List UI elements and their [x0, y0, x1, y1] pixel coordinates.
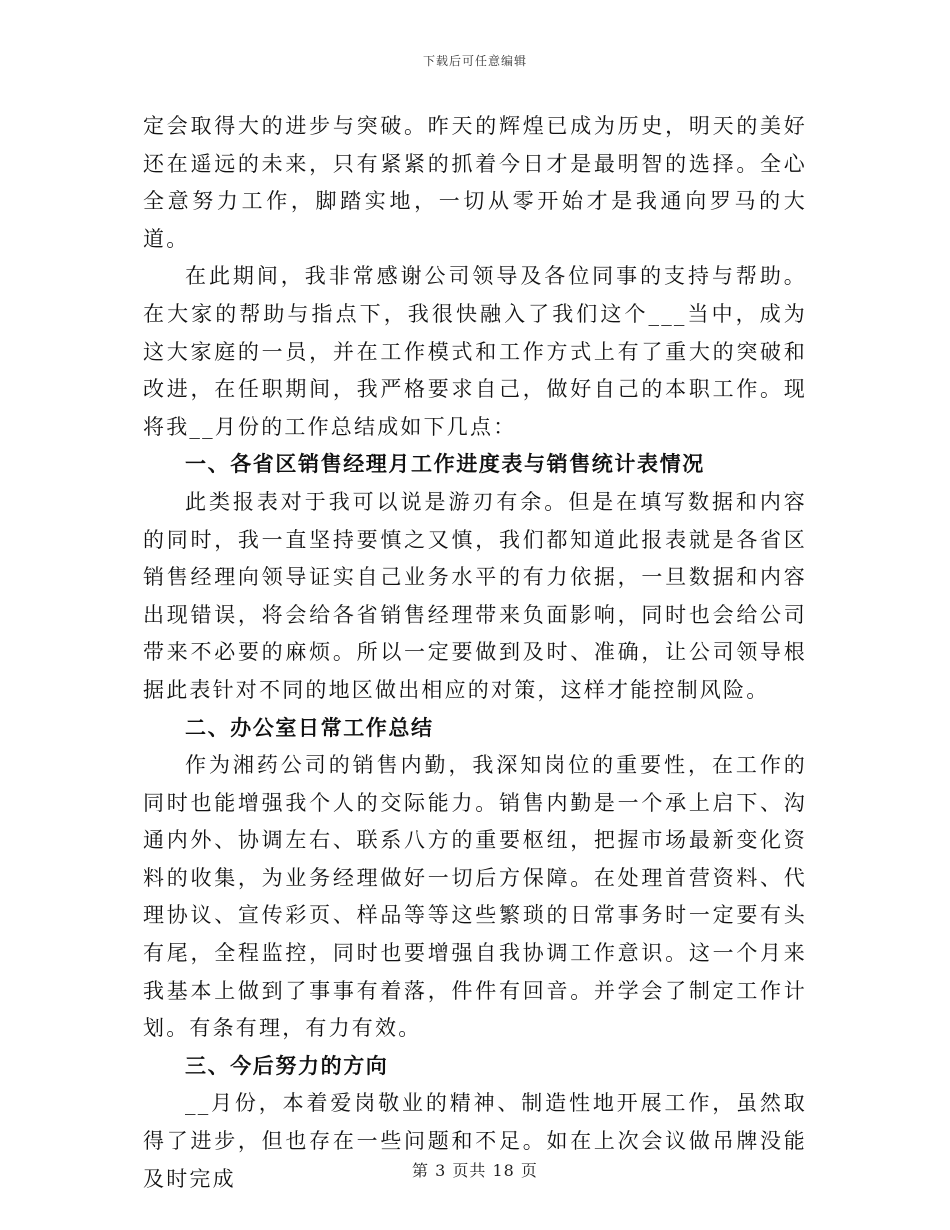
page-number: 第 3 页共 18 页 [412, 1161, 538, 1180]
paragraph-future-direction: __月份，本着爱岗敬业的精神、制造性地开展工作，虽然取得了进步，但也存在一些问题和不足。如在上次会议做吊牌没能及时完成 [143, 1091, 807, 1191]
paragraph-office-work: 作为湘药公司的销售内勤，我深知岗位的重要性，在工作的同时也能增强我个人的交际能力。销售内勤是一个承上启下、沟通内外、协调左右、联系八方的重要枢纽，把握市场最新变化资料的收集，为业务经理做好一切后方保障。在处理首营资料、代理协议、宣传彩页、样品等等这些繁琐的日常事务时一定要有头有尾，全程监控，同时也要增强自我协调工作意识。这一个月来我基本上做到了事事有着落，件件有回音。并学会了制定工作计划。有条有理，有力有效。 [143, 753, 807, 1041]
section-heading-1: 一、各省区销售经理月工作进度表与销售统计表情况 [185, 452, 705, 477]
section-heading-2: 二、办公室日常工作总结 [185, 715, 434, 740]
page-header: 下载后可任意编辑 [422, 54, 527, 68]
section-heading-3: 三、今后努力的方向 [185, 1053, 389, 1078]
paragraph-gratitude: 在此期间，我非常感谢公司领导及各位同事的支持与帮助。在大家的帮助与指点下，我很快融入了我们这个___当中，成为这大家庭的一员，并在工作模式和工作方式上有了重大的突破和改进，在任职期间，我严格要求自己，做好自己的本职工作。现将我__月份的工作总结成如下几点： [143, 264, 807, 439]
paragraph-continued: 定会取得大的进步与突破。昨天的辉煌已成为历史，明天的美好还在遥远的未来，只有紧紧的抓着今日才是最明智的选择。全心全意努力工作，脚踏实地，一切从零开始才是我通向罗马的大道。 [143, 114, 807, 251]
document-body [143, 108, 807, 1198]
paragraph-reports: 此类报表对于我可以说是游刃有余。但是在填写数据和内容的同时，我一直坚持要慎之又慎，我们都知道此报表就是各省区销售经理向领导证实自己业务水平的有力依据，一旦数据和内容出现错误，将会给各省销售经理带来负面影响，同时也会给公司带来不必要的麻烦。所以一定要做到及时、准确，让公司领导根据此表针对不同的地区做出相应的对策，这样才能控制风险。 [143, 489, 807, 702]
